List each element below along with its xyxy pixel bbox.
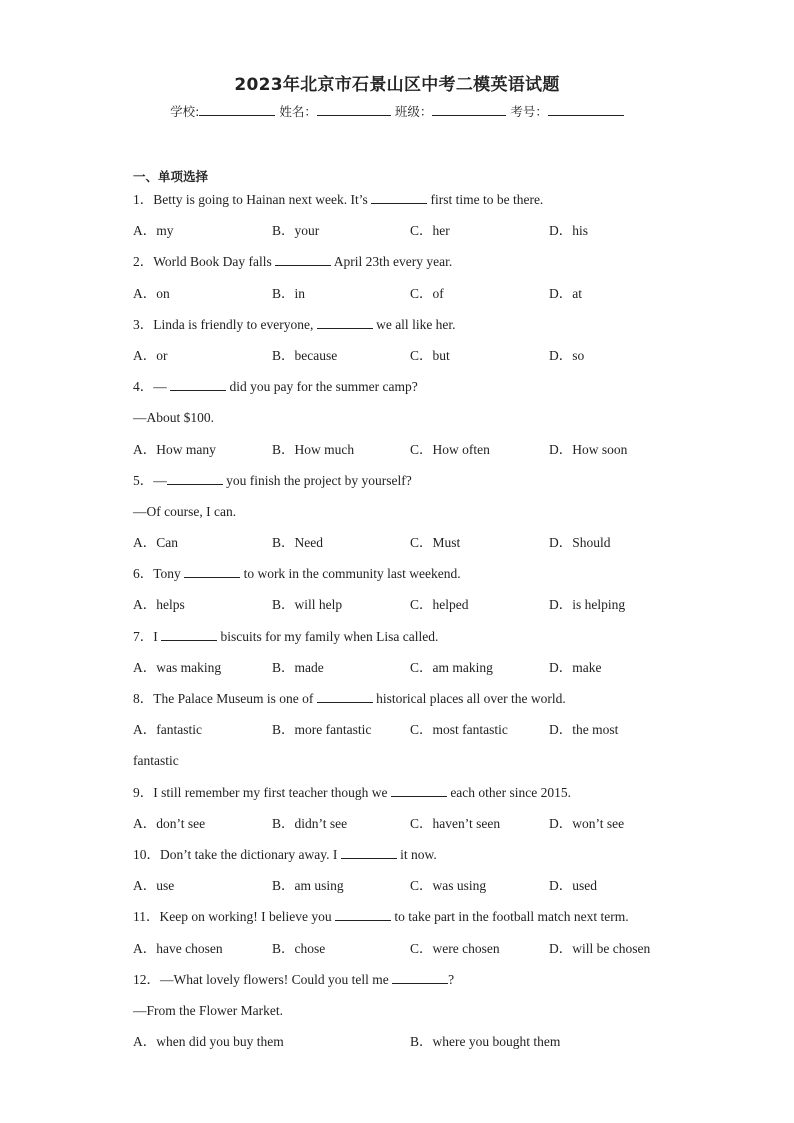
answer-option[interactable]: B．your: [272, 223, 320, 239]
question-stem: [133, 251, 673, 282]
question-number: 8．: [133, 691, 154, 706]
answer-option[interactable]: D．is helping: [549, 597, 626, 613]
answer-option[interactable]: B．made: [272, 659, 324, 675]
question-number: 2．: [133, 254, 154, 270]
question-text: April 23th every year.: [331, 254, 453, 270]
options-row: [133, 938, 673, 969]
answer-option[interactable]: A．don’t see: [133, 815, 206, 831]
question-text: Linda is friendly to everyone,: [153, 316, 317, 332]
answer-option[interactable]: A．my: [133, 223, 174, 239]
answer-option[interactable]: D．won’t see: [549, 815, 625, 831]
question-text: each other since 2015.: [446, 784, 572, 800]
answer-option[interactable]: B．where you bought them: [410, 1034, 561, 1050]
question-text: —: [153, 472, 167, 488]
answer-blank[interactable]: [161, 626, 217, 641]
question-text: World Book Day falls: [153, 254, 276, 270]
options-row: [133, 439, 673, 470]
answer-option[interactable]: A．when did you buy them: [133, 1034, 284, 1050]
question-text: you finish the project by yourself?: [222, 472, 412, 488]
answer-option[interactable]: C．were chosen: [410, 940, 500, 956]
answer-option[interactable]: C．helped: [410, 597, 469, 613]
options-row: [133, 875, 673, 906]
answer-option[interactable]: B．because: [272, 347, 338, 363]
answer-option[interactable]: A．use: [133, 878, 175, 894]
answer-option[interactable]: D．make: [549, 659, 602, 675]
question-text: first time to be there.: [427, 192, 544, 207]
answer-blank[interactable]: [170, 376, 226, 391]
options-row: [133, 1031, 673, 1062]
options-row: [133, 220, 673, 251]
answer-option[interactable]: B．in: [272, 285, 306, 301]
answer-option[interactable]: A．helps: [133, 597, 185, 613]
question-text: Keep on working! I believe you: [159, 909, 335, 925]
number-blank[interactable]: [548, 102, 624, 116]
answer-option[interactable]: B．chose: [272, 940, 326, 956]
school-blank[interactable]: [199, 102, 275, 116]
question-text: biscuits for my family when Lisa called.: [217, 628, 439, 644]
question-stem: [133, 626, 673, 657]
options-row: [133, 283, 673, 314]
number-label: 考号：: [510, 104, 548, 119]
question-text: it now.: [396, 846, 437, 862]
question-stem: [133, 844, 673, 875]
answer-blank[interactable]: [335, 906, 391, 921]
answer-option[interactable]: B．will help: [272, 597, 343, 613]
question-text: historical places all over the world.: [372, 691, 566, 706]
options-row: [133, 345, 673, 376]
answer-option[interactable]: A．on: [133, 285, 170, 301]
answer-option[interactable]: B．more fantastic: [272, 722, 372, 738]
answer-option[interactable]: C．of: [410, 285, 444, 301]
answer-blank[interactable]: [341, 844, 397, 859]
question-stem: [133, 563, 673, 594]
question-number: 9．: [133, 784, 154, 800]
question-number: 11．: [133, 909, 160, 925]
question-number: 12．: [133, 971, 160, 987]
answer-option[interactable]: A．Can: [133, 535, 178, 551]
question-text: I: [153, 628, 162, 644]
answer-option[interactable]: D．his: [549, 223, 589, 239]
question-stem: [133, 314, 673, 345]
question-text: Don’t take the dictionary away. I: [160, 846, 341, 862]
answer-option[interactable]: C．but: [410, 347, 450, 363]
answer-blank[interactable]: [275, 251, 331, 266]
answer-option[interactable]: A．have chosen: [133, 940, 223, 956]
answer-option[interactable]: B．am using: [272, 878, 344, 894]
question-text: did you pay for the summer camp?: [226, 379, 418, 395]
answer-blank[interactable]: [184, 563, 240, 578]
answer-option[interactable]: D．the most: [549, 722, 619, 738]
dialogue-reply: —About $100.: [133, 410, 214, 426]
options-row: [133, 657, 673, 688]
answer-option[interactable]: B．How much: [272, 441, 355, 457]
answer-option[interactable]: D．used: [549, 878, 597, 894]
question-stem: [133, 470, 673, 501]
question-text: The Palace Museum is one of: [153, 691, 317, 706]
answer-option[interactable]: C．most fantastic: [410, 722, 508, 738]
question-stem: [133, 906, 673, 937]
answer-blank[interactable]: [391, 782, 447, 797]
name-label: 姓名：: [279, 104, 317, 119]
question-stem: [133, 969, 673, 1000]
answer-option[interactable]: A．fantastic: [133, 722, 202, 738]
question-text: —What lovely flowers! Could you tell me: [160, 971, 393, 987]
options-row: [133, 532, 673, 563]
question-text: ?: [448, 971, 455, 987]
options-row: [133, 594, 673, 625]
question-stem: [133, 688, 673, 719]
question-number: 4．: [133, 379, 154, 395]
question-number: 7．: [133, 628, 154, 644]
question-number: 3．: [133, 316, 154, 332]
page-title: 2023年北京市石景山区中考二模英语试题: [234, 75, 560, 95]
question-number: 5．: [133, 472, 154, 488]
question-number: 1．: [133, 192, 154, 207]
options-row: [133, 719, 673, 750]
answer-option[interactable]: D．Should: [549, 535, 611, 551]
class-label: 班级：: [394, 104, 433, 119]
answer-option[interactable]: C．How often: [410, 441, 490, 457]
dialogue-reply: —From the Flower Market.: [133, 1002, 283, 1018]
answer-blank[interactable]: [392, 969, 448, 984]
answer-option[interactable]: C．her: [410, 223, 450, 239]
answer-option[interactable]: A．or: [133, 347, 168, 363]
answer-option[interactable]: A．was making: [133, 659, 222, 675]
answer-option[interactable]: C．haven’t seen: [410, 815, 501, 831]
answer-blank[interactable]: [371, 189, 427, 204]
school-label: 学校:: [170, 104, 200, 119]
answer-option[interactable]: D．How soon: [549, 441, 628, 457]
section-title: 一、单项选择: [133, 169, 209, 184]
question-list: [133, 189, 673, 1062]
question-number: 10．: [133, 846, 160, 862]
answer-option[interactable]: D．at: [549, 285, 582, 301]
question-stem: [133, 376, 673, 407]
answer-option[interactable]: C．was using: [410, 878, 487, 894]
answer-option[interactable]: B．didn’t see: [272, 815, 348, 831]
answer-option[interactable]: C．am making: [410, 659, 493, 675]
class-blank[interactable]: [432, 102, 506, 116]
answer-option[interactable]: D．so: [549, 347, 585, 363]
question-text: Tony: [153, 566, 185, 582]
answer-blank[interactable]: [167, 470, 223, 485]
answer-option[interactable]: C．Must: [410, 535, 461, 551]
answer-blank[interactable]: [317, 688, 373, 703]
question-stem: [133, 189, 673, 220]
question-text: I still remember my first teacher though we: [153, 784, 391, 800]
question-number: 6．: [133, 566, 154, 582]
answer-option[interactable]: B．Need: [272, 535, 323, 551]
answer-option[interactable]: D．will be chosen: [549, 940, 651, 956]
question-stem: [133, 782, 673, 813]
question-text: to work in the community last weekend.: [240, 566, 461, 582]
name-blank[interactable]: [317, 102, 391, 116]
option-wrap-text: fantastic: [133, 753, 179, 769]
question-text: —: [153, 379, 171, 395]
answer-blank[interactable]: [317, 314, 373, 329]
question-text: Betty is going to Hainan next week. It’s: [153, 192, 372, 207]
question-text: we all like her.: [372, 316, 456, 332]
student-info-line: [0, 102, 794, 120]
answer-option[interactable]: A．How many: [133, 441, 216, 457]
question-text: to take part in the football match next term.: [390, 909, 629, 925]
dialogue-reply: —Of course, I can.: [133, 503, 237, 519]
options-row: [133, 813, 673, 844]
